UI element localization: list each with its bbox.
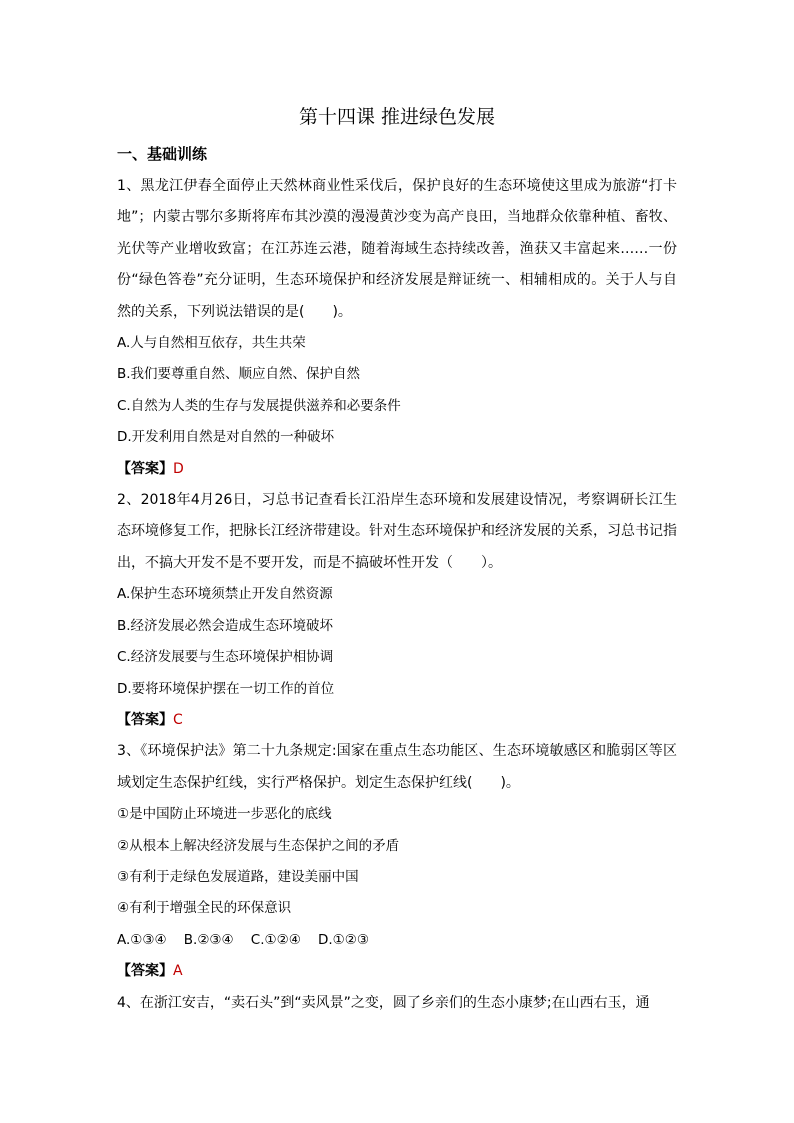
question-1-answer <box>117 454 677 485</box>
answer-value: C <box>173 711 183 728</box>
question-3-statement-2: ②从根本上解决经济发展与生态保护之间的矛盾 <box>117 837 400 854</box>
question-4-stem: 4、在浙江安吉，“卖石头”到“卖风景”之变，圆了乡亲们的生态小康梦;在山西右玉，通 <box>117 994 650 1011</box>
question-3-answer <box>117 956 677 987</box>
question-2-option-c: C.经济发展要与生态环境保护相协调 <box>117 649 334 666</box>
question-2-stem: 2、2018年4月26日，习总书记查看长江沿岸生态环境和发展建设情况，考察调研长江生态环境修复工作，把脉长江经济带建设。针对生态环境保护和经济发展的关系，习总书记指出，不搞大开发不是不要开发，而是不搞破坏性开发（ ）。 <box>117 492 677 571</box>
question-3-statement-1: ①是中国防止环境进一步恶化的底线 <box>117 806 332 823</box>
question-3-options: A.①③④ B.②③④ C.①②④ D.①②③ <box>117 931 369 948</box>
question-1-stem: 1、黑龙江伊春全面停止天然林商业性采伐后，保护良好的生态环境使这里成为旅游“打卡地”；内蒙古鄂尔多斯将库布其沙漠的漫漫黄沙变为高产良田，当地群众依靠种植、畜牧、光伏等产业增收致富；在江苏连云港，随着海域生态持续改善，渔获又丰富起来……一份份“绿色答卷”充分证明，生态环境保护和经济发展是辩证统一、相辅相成的。关于人与自然的关系，下列说法错误的是( )。 <box>117 178 677 320</box>
question-2-option-b: B.经济发展必然会造成生态环境破坏 <box>117 617 334 634</box>
answer-value: A <box>173 963 183 980</box>
question-1-option-b: B.我们要尊重自然、顺应自然、保护自然 <box>117 366 361 383</box>
question-1-option-a: A.人与自然相互依存，共生共荣 <box>117 335 306 352</box>
section-heading: 一、基础训练 <box>117 145 208 163</box>
question-1-option-c: C.自然为人类的生存与发展提供滋养和必要条件 <box>117 397 401 414</box>
question-1-option-d: D.开发利用自然是对自然的一种破坏 <box>117 429 335 446</box>
answer-label: 【答案】 <box>117 711 173 728</box>
question-3-stem: 3、《环境保护法》第二十九条规定:国家在重点生态功能区、生态环境敏感区和脆弱区等区域划定生态保护红线，实行严格保护。划定生态保护红线( )。 <box>117 743 677 791</box>
answer-label: 【答案】 <box>117 460 173 477</box>
question-3-statement-4: ④有利于增强全民的环保意识 <box>117 900 292 917</box>
question-2-option-d: D.要将环境保护摆在一切工作的首位 <box>117 680 335 697</box>
answer-value: D <box>173 460 184 477</box>
question-list <box>117 171 677 1019</box>
question-3-statement-3: ③有利于走绿色发展道路，建设美丽中国 <box>117 868 359 885</box>
question-2-answer <box>117 705 677 736</box>
question-2-option-a: A.保护生态环境须禁止开发自然资源 <box>117 586 333 603</box>
answer-label: 【答案】 <box>117 963 173 980</box>
page-title: 第十四课 推进绿色发展 <box>298 106 496 128</box>
